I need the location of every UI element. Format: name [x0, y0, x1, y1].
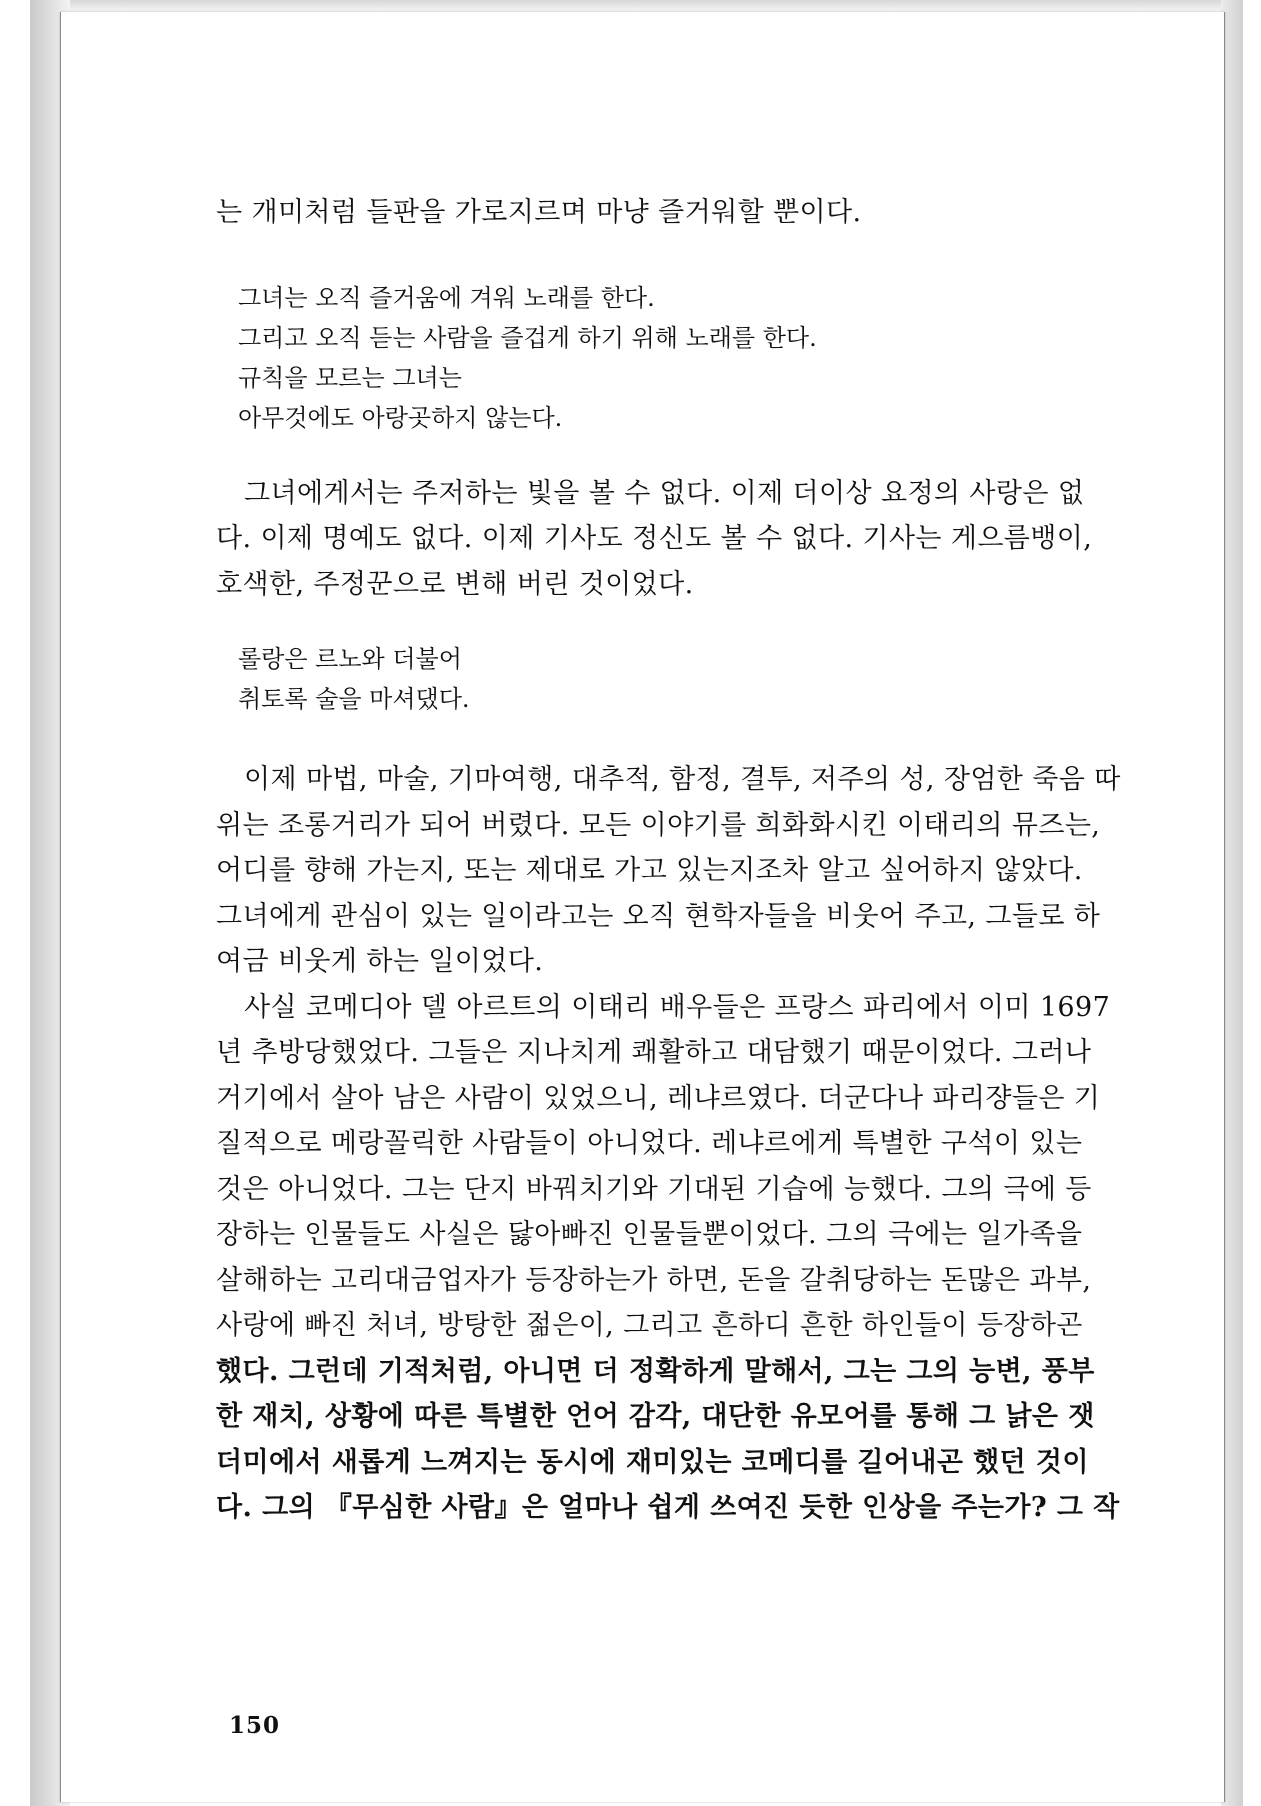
- text-line: 것은 아니었다. 그는 단지 바꿔치기와 기대된 기습에 능했다. 그의 극에 등: [216, 1173, 1092, 1205]
- poem-line: 취토록 술을 마셔댔다.: [238, 685, 470, 713]
- text-line: 다. 그의 『무심한 사람』은 얼마나 쉽게 쓰여진 듯한 인상을 주는가? 그 작: [216, 1492, 1120, 1523]
- text-line: 더미에서 새롭게 느껴지는 동시에 재미있는 코메디를 길어내곤 했던 것이: [216, 1446, 1089, 1478]
- paragraph-4: [216, 985, 1121, 1531]
- page-number: 150: [229, 1712, 281, 1739]
- poem-line: 아무것에도 아랑곳하지 않는다.: [238, 403, 563, 432]
- text-line: 이제 마법, 마술, 기마여행, 대추적, 함정, 결투, 저주의 성, 장엄한 죽음 따: [244, 764, 1121, 795]
- text-line: 했다. 그런데 기적처럼, 아니면 더 정확하게 말해서, 그는 그의 능변, 풍부: [216, 1355, 1095, 1387]
- page-text: [216, 190, 1121, 1531]
- poem-line: 그녀는 오직 즐거움에 겨워 노래를 한다.: [238, 283, 655, 312]
- text-line: 사실 코메디아 델 아르트의 이태리 배우들은 프랑스 파리에서 이미 1697: [244, 991, 1111, 1023]
- text-line: 사랑에 빠진 처녀, 방탕한 젊은이, 그리고 흔하디 흔한 하인들이 등장하곤: [216, 1310, 1083, 1341]
- text-line: 질적으로 메랑꼴릭한 사람들이 아니었다. 레냐르에게 특별한 구석이 있는: [216, 1128, 1083, 1159]
- poem-1: [216, 278, 1121, 438]
- text-line: 위는 조롱거리가 되어 버렸다. 모든 이야기를 희화화시킨 이태리의 뮤즈는,: [216, 809, 1101, 841]
- text-line: 그녀에게 관심이 있는 일이라고는 오직 현학자들을 비웃어 주고, 그들로 하: [216, 900, 1101, 932]
- text-line: 거기에서 살아 남은 사람이 있었으니, 레냐르였다. 더군다나 파리쟝들은 기: [216, 1082, 1101, 1114]
- poem-line: 롤랑은 르노와 더불어: [238, 645, 462, 673]
- text-line: 여금 비웃게 하는 일이었다.: [216, 946, 544, 977]
- paragraph-3: [216, 757, 1121, 985]
- text-line: 어디를 향해 가는지, 또는 제대로 가고 있는지조차 알고 싶어하지 않았다.: [216, 855, 1083, 886]
- poem-line: 그리고 오직 듣는 사람을 즐겁게 하기 위해 노래를 한다.: [238, 323, 817, 352]
- text-line: 한 재치, 상황에 따른 특별한 언어 감각, 대단한 유모어를 통해 그 낡은 잿: [216, 1401, 1095, 1432]
- text-line: 호색한, 주정꾼으로 변해 버린 것이었다.: [216, 568, 694, 600]
- first-line: 는 개미처럼 들판을 가로지르며 마냥 즐거워할 뿐이다.: [216, 197, 862, 228]
- text-line: 그녀에게서는 주저하는 빛을 볼 수 없다. 이제 더이상 요정의 사랑은 없: [244, 477, 1085, 509]
- poem-2: [216, 639, 1121, 719]
- poem-line: 규칙을 모르는 그녀는: [238, 363, 462, 392]
- paragraph-2: [216, 471, 1121, 608]
- text-line: 장하는 인물들도 사실은 닳아빠진 인물들뿐이었다. 그의 극에는 일가족을: [216, 1219, 1083, 1250]
- text-line: 살해하는 고리대금업자가 등장하는가 하면, 돈을 갈취당하는 돈많은 과부,: [216, 1264, 1092, 1296]
- book-top-edge: [30, 0, 1235, 12]
- text-line: 다. 이제 명예도 없다. 이제 기사도 정신도 볼 수 없다. 기사는 게으름뱅이,: [216, 523, 1093, 554]
- text-line: 년 추방당했었다. 그들은 지나치게 쾌활하고 대담했기 때문이었다. 그러나: [216, 1037, 1092, 1068]
